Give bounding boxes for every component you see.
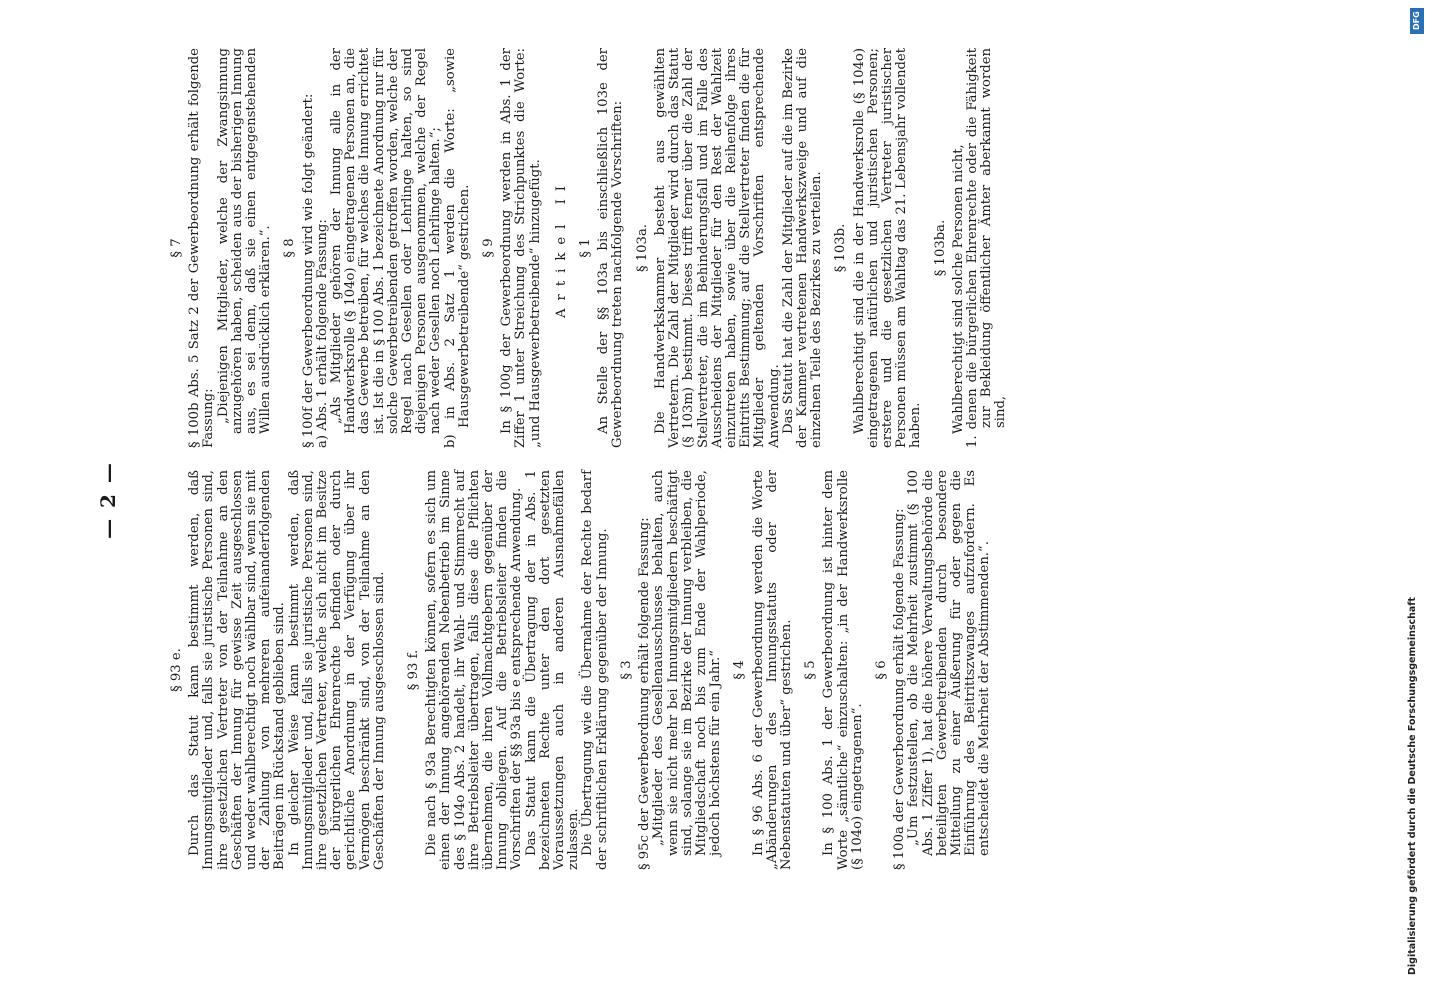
left-column bbox=[160, 470, 993, 870]
quoted-text: „Um festzustellen, ob die Mehrheit zustimmt (§ 100 Abs. 1 Ziffer 1), hat die höhere Verwaltungsbehörde die beteiligten Gewerbetreibenden durch besondere Mitteilung zu einer Äußerung für oder gegen die Einführung des Beitrittszwanges aufzufordern. Es entscheidet die Mehrheit der Abstimmenden.“. bbox=[906, 470, 993, 856]
section-heading: § 6 bbox=[873, 660, 889, 680]
paragraph: Die Handwerkskammer besteht aus gewählten Vertretern. Die Zahl der Mitglieder wird durch das Statut (§ 103m) bestimmt. Dieses trifft ferner über die Zahl der Stellvertreter, die im Behinderungsfall und im Falle des Ausscheidens der Mitglieder für den Rest der Wahlzeit einzutreten haben, sowie über die Reihenfolge ihres Eintritts Bestimmung; auf die Stellvertreter finden die für Mitglieder geltenden Vorschriften entsprechende Anwendung. bbox=[652, 48, 782, 448]
list-item: a) Abs. 1 erhält folgende Fassung: bbox=[314, 219, 330, 448]
section-heading: § 103a. bbox=[634, 224, 650, 273]
paragraph: In § 100 Abs. 1 der Gewerbeordnung ist hinter dem Worte „sämtliche“ einzuschalten: „in der Handwerksrolle (§ 104o) eingetragenen“. bbox=[821, 470, 865, 870]
section-heading: § 93 f. bbox=[406, 649, 422, 691]
quoted-text: „Als Mitglieder gehören der Innung alle in der Handwerksrolle (§ 104o) eingetragenen Personen an, die das Gewerbe betreiben, für welches die Innung errichtet ist. Ist die in § 100 Abs. 1 bezeichnete Anordnung nur für solche Gewerbetreibenden getroffen worden, welche der Regel nach Gesellen oder Lehrlinge halten, so sind diejenigen Personen ausgenommen, welche der Regel nach weder Gesellen noch Lehrlinge halten.“; bbox=[329, 48, 444, 434]
paragraph: In § 100g der Gewerbeordnung werden in Abs. 1 der Ziffer 1 unter Streichung des Strichpunktes die Worte: „und Hausgewerbetreibende“ hinzugefügt. bbox=[499, 48, 543, 448]
digitization-credit bbox=[1404, 0, 1434, 1000]
list-item: 1. denen die bürgerlichen Ehrenrechte oder die Fähigkeit zur Bekleidung öffentlicher Ämter aberkannt worden sind, bbox=[964, 48, 1009, 448]
paragraph: § 95c der Gewerbeordnung erhält folgende Fassung: bbox=[637, 517, 653, 870]
dfg-logo: DFG bbox=[1410, 8, 1424, 34]
section-heading: § 9 bbox=[481, 238, 497, 258]
quoted-text: „Mitglieder des Gesellenausschusses behalten, auch wenn sie nicht mehr bei Innungsmitgliedern beschäftigt sind, solange sie im Bezirke der Innung verbleiben, die Mitgliedschaft noch bis zum Ende der Wahlperiode, jedoch höchstens für ein Jahr.“ bbox=[651, 470, 724, 856]
article-heading: Artikel II bbox=[553, 178, 569, 318]
section-heading: § 4 bbox=[732, 660, 748, 680]
section-heading: § 103ba. bbox=[932, 219, 948, 277]
credit-text: Digitalisierung gefördert durch die Deutsche Forschungsgemeinschaft bbox=[1407, 597, 1418, 975]
paragraph: Das Statut kann die Übertragung der in Abs. 1 bezeichneten Rechte unter den dort gesetzten Voraussetzungen auch in anderen Ausnahmefällen zulassen. bbox=[523, 470, 582, 870]
section-heading: § 7 bbox=[169, 238, 184, 258]
page-number: — 2 — bbox=[96, 461, 120, 539]
section-heading: § 5 bbox=[803, 660, 819, 680]
paragraph: Durch das Statut kann bestimmt werden, daß Innungsmitglieder und, falls sie juristische Personen sind, ihre gesetzlichen Vertreter von der Teilnahme an den Geschäften der Innung für gewisse Zeit ausgeschlossen und weder wahlberechtigt noch wählbar sind, wenn sie mit der Zahlung von mehreren aufeinanderfolgenden Beiträgen im Rückstand geblieben sind. bbox=[187, 470, 288, 870]
paragraph: Die Übertragung wie die Übernahme der Rechte bedarf der schriftlichen Erklärung gegenüber der Innung. bbox=[580, 470, 610, 870]
section-heading: § 1 bbox=[578, 238, 594, 258]
paragraph: § 100a der Gewerbeordnung erhält folgende Fassung: bbox=[892, 508, 908, 870]
quoted-text: „Diejenigen Mitglieder, welche der Zwangsinnung anzugehören haben, scheiden aus der bisherigen Innung aus, es sei denn, daß sie einen entgegenstehenden Willen ausdrücklich erklären.“. bbox=[215, 48, 274, 434]
paragraph: Wahlberechtigt sind die in der Handwerksrolle (§ 104o) eingetragenen natürlichen und juristischen Personen; erstere und die gesetzlichen Vertreter juristischer Personen müssen am Wahltag das 21. Lebensjahr vollendet haben. bbox=[851, 48, 924, 448]
section-heading: § 103b. bbox=[833, 223, 849, 273]
paragraph: In § 96 Abs. 6 der Gewerbeordnung werden die Worte „Abänderungen des Innungsstatuts oder der Nebenstatuten und über“ gestrichen. bbox=[750, 470, 794, 870]
section-heading: § 93 e. bbox=[169, 648, 184, 692]
paragraph: § 100b Abs. 5 Satz 2 der Gewerbeordnung erhält folgende Fassung: bbox=[187, 48, 217, 448]
right-column bbox=[160, 48, 1009, 448]
paragraph: An Stelle der §§ 103a bis einschließlich 103e der Gewerbeordnung treten nachfolgende Vorschriften: bbox=[596, 48, 626, 448]
paragraph: Die nach § 93a Berechtigten können, sofern es sich um einen der Innung angehörenden Nebenbetrieb im Sinne des § 104o Abs. 2 handelt, ihr Wahl- und Stimmrecht auf ihre Betriebsleiter übertragen, falls diese die Pflichten übernehmen, die ihren Vollmachtgebern gegenüber der Innung obliegen. Auf die Betriebsleiter finden die Vorschriften der §§ 93a bis e entsprechende Anwendung. bbox=[424, 470, 525, 870]
paragraph: Das Statut hat die Zahl der Mitglieder auf die im Bezirke der Kammer vertretenen Handwerkszweige und auf die einzelnen Teile des Bezirkes zu verteilen. bbox=[780, 48, 825, 448]
paragraph: Wahlberechtigt sind solche Personen nicht, bbox=[950, 144, 966, 434]
section-heading: § 8 bbox=[282, 238, 298, 258]
section-heading: § 3 bbox=[618, 660, 634, 680]
paragraph: § 100f der Gewerbeordnung wird wie folgt geändert: bbox=[300, 93, 316, 448]
paragraph: In gleicher Weise kann bestimmt werden, daß Innungsmitglieder und, falls sie juristische Personen sind, ihre gesetzlichen Vertreter, welche sich nicht im Besitze der bürgerlichen Ehrenrechte befinden oder durch gerichtliche Anordnung in der Verfügung über ihr Vermögen beschränkt sind, von der Teilnahme an den Geschäften der Innung ausgeschlossen sind. bbox=[286, 470, 387, 870]
list-item: b) in Abs. 2 Satz 1 werden die Worte: „sowie Hausgewerbetreibende“ gestrichen. bbox=[442, 48, 472, 448]
